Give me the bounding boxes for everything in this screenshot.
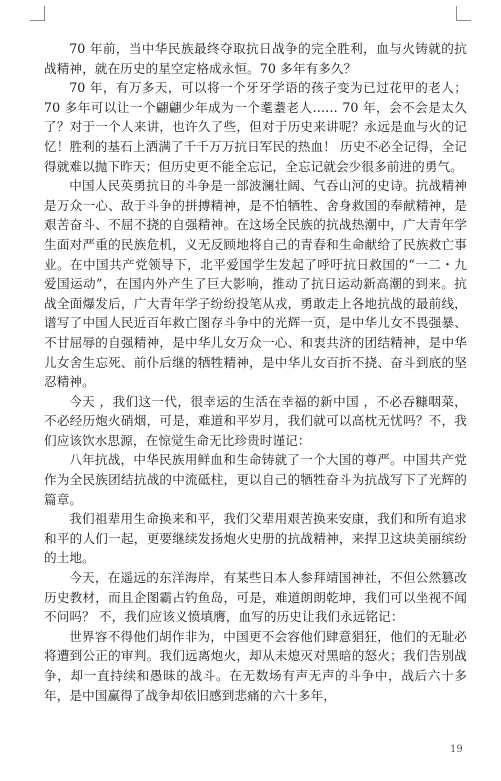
paragraph-4: 今天 ，我们这一代，很幸运的生活在幸福的新中国 ，不必吞糠咽菜，不必经历炮火硝烟，可是，难道和平岁月，我们就可以高枕无忧吗？不，我们应该饮水思源，在惊觉生命无比珍贵时谨记：: [44, 393, 467, 448]
paragraph-6: 我们祖辈用生命换来和平，我们父辈用艰苦换来安康，我们和所有追求和平的人们一起，更要继续发扬炮火史册的抗战精神，来捍卫这块美丽缤纷的土地。: [44, 511, 467, 566]
paragraph-7: 今天，在遥远的东洋海岸，有某些日本人参拜靖国神社，不但公然篡改历史教材，而且企图霸占钓鱼岛，可是，难道朗朗乾坤，我们可以坐视不闻不问吗？ 不，我们应该义愤填膺，血写的历史让我们永远铭记：: [44, 570, 467, 625]
paragraph-2: 70 年，有万多天，可以将一个牙牙学语的孩子变为已过花甲的老人；70 多年可以让一个翩翩少年成为一个耄耋老人…… 70 年，会不会是太久了？对于一个人来讲，也许久了些，但对于历史来讲呢？永远是血与火的记忆！胜利的基石上洒满了千千万万抗日军民的热血！ 历史不必全记得，全记得就难以抛下昨天；但历史更不能全忘记，全忘记就会少很多前进的勇气。: [44, 80, 467, 174]
paragraph-8: 世界容不得他们胡作非为，中国更不会容他们肆意猖狂，他们的无耻必将遭到公正的审判。我们远离炮火，却从未熄灭对黑暗的怒火；我们告别战争，却一直持续和愚昧的战斗。在无数场有声无声的斗争中，战后六十多年，是中国赢得了战争却依旧感到悲痛的六十多年，: [44, 628, 467, 703]
crop-mark-top-left: [30, 6, 45, 21]
paragraph-1: 70 年前，当中华民族最终夺取抗日战争的完全胜利，血与火铸就的抗战精神，就在历史的星空定格成永恒。70 多年有多久？: [44, 41, 467, 76]
crop-mark-top-right: [456, 6, 471, 21]
page-number: 19: [450, 744, 463, 755]
paragraph-5: 八年抗战，中华民族用鲜血和生命铸就了一个大国的尊严。中国共产党作为全民族团结抗战的中流砥柱，更以自己的牺牲奋斗为抗战写下了光辉的篇章。: [44, 452, 467, 507]
essay-body: [44, 39, 467, 705]
paragraph-3: 中国人民英勇抗日的斗争是一部波澜壮阔、气吞山河的史诗。抗战精神是万众一心、敌于斗争的拼搏精神，是不怕牺牲、舍身救国的奉献精神，是艰苦奋斗、不屈不挠的自强精神。在这场全民族的抗战热潮中，广大青年学生面对严重的民族危机，义无反顾地将自己的青春和生命献给了民族救亡事业。在中国共产党领导下，北平爱国学生发起了呼吁抗日救国的“一二・九爱国运动”，在国内外产生了巨大影响，推动了抗日运动新高潮的到来。抗战全面爆发后，广大青年学子纷纷投笔从戎，勇敢走上各地抗战的最前线，谱写了中国人民近百年救亡图存斗争中的光辉一页，是中华儿女不畏强暴、不甘屈辱的自强精神，是中华儿女万众一心、和衷共济的团结精神，是中华儿女舍生忘死、前仆后继的牺牲精神，是中华儿女百折不挠、奋斗到底的坚忍精神。: [44, 178, 467, 390]
